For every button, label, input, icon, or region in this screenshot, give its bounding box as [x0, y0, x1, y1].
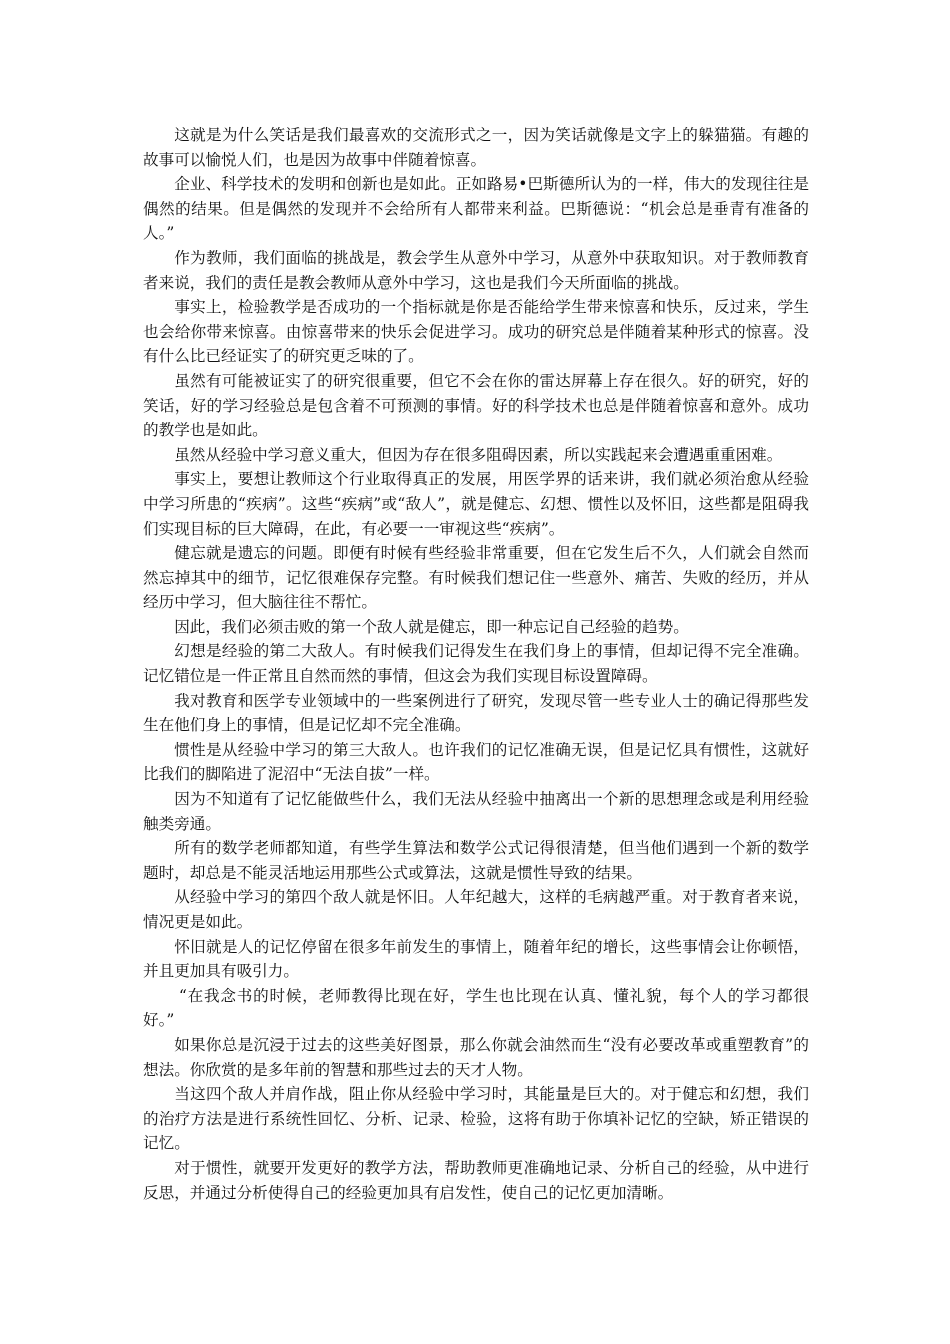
paragraph: 幻想是经验的第二大敌人。有时候我们记得发生在我们身上的事情，但却记得不完全准确。记忆错位是一件正常且自然而然的事情，但这会为我们实现目标设置障碍。 — [143, 642, 809, 686]
quoted-paragraph: “在我念书的时候，老师教得比现在好，学生也比现在认真、懂礼貌，每个人的学习都很好。” — [143, 986, 809, 1030]
paragraph: 因为不知道有了记忆能做些什么，我们无法从经验中抽离出一个新的思想理念或是利用经验触类旁通。 — [143, 790, 809, 833]
paragraph: 因此，我们必须击败的第一个敌人就是健忘，即一种忘记自己经验的趋势。 — [174, 617, 689, 636]
paragraph: 作为教师，我们面临的挑战是，教会学生从意外中学习，从意外中获取知识。对于教师教育者来说，我们的责任是教会教师从意外中学习，这也是我们今天所面临的挑战。 — [143, 248, 809, 292]
paragraph: 当这四个敌人并肩作战，阻止你从经验中学习时，其能量是巨大的。对于健忘和幻想，我们的治疗方法是进行系统性回忆、分析、记录、检验，这将有助于你填补记忆的空缺，矫正错误的记忆。 — [143, 1085, 809, 1153]
paragraph: 所有的数学老师都知道，有些学生算法和数学公式记得很清楚，但当他们遇到一个新的数学题时，却总是不能灵活地运用那些公式或算法，这就是惯性导致的结果。 — [143, 839, 809, 882]
document-page — [143, 123, 809, 1205]
paragraph: 健忘就是遗忘的问题。即便有时候有些经验非常重要，但在它发生后不久，人们就会自然而然忘掉其中的细节，记忆很难保存完整。有时候我们想记住一些意外、痛苦、失败的经历，并从经历中学习，但大脑往往不帮忙。 — [143, 544, 809, 612]
paragraph: 虽然从经验中学习意义重大，但因为存在很多阻碍因素，所以实践起来会遭遇重重困难。 — [174, 445, 783, 464]
paragraph: 事实上，检验教学是否成功的一个指标就是你是否能给学生带来惊喜和快乐，反过来，学生也会给你带来惊喜。由惊喜带来的快乐会促进学习。成功的研究总是伴随着某种形式的惊喜。没有什么比已经证实了的研究更乏味的了。 — [143, 298, 809, 366]
paragraph: 对于惯性，就要开发更好的教学方法，帮助教师更准确地记录、分析自己的经验，从中进行反思，并通过分析使得自己的经验更加具有启发性，使自己的记忆更加清晰。 — [143, 1158, 809, 1202]
paragraph: 这就是为什么笑话是我们最喜欢的交流形式之一，因为笑话就像是文字上的躲猫猫。有趣的故事可以愉悦人们，也是因为故事中伴随着惊喜。 — [143, 126, 809, 169]
paragraph: 惯性是从经验中学习的第三大敌人。也许我们的记忆准确无误，但是记忆具有惯性，这就好比我们的脚陷进了泥沼中“无法自拔”一样。 — [143, 740, 809, 784]
paragraph: 我对教育和医学专业领域中的一些案例进行了研究，发现尽管一些专业人士的确记得那些发生在他们身上的事情，但是记忆却不完全准确。 — [143, 691, 809, 735]
paragraph: 怀旧就是人的记忆停留在很多年前发生的事情上，随着年纪的增长，这些事情会让你顿悟，并且更加具有吸引力。 — [143, 937, 809, 981]
paragraph: 从经验中学习的第四个敌人就是怀旧。人年纪越大，这样的毛病越严重。对于教育者来说，情况更是如此。 — [143, 888, 809, 931]
paragraph: 企业、科学技术的发明和创新也是如此。正如路易•巴斯德所认为的一样，伟大的发现往往是偶然的结果。但是偶然的发现并不会给所有人都带来利益。巴斯德说：“机会总是垂青有准备的人。” — [143, 175, 809, 243]
paragraph: 事实上，要想让教师这个行业取得真正的发展，用医学界的话来讲，我们就必须治愈从经验中学习所患的“疾病”。这些“疾病”或“敌人”，就是健忘、幻想、惯性以及怀旧，这些都是阻碍我们实现目标的巨大障碍，在此，有必要一一审视这些“疾病”。 — [143, 470, 809, 538]
paragraph: 如果你总是沉浸于过去的这些美好图景，那么你就会油然而生“没有必要改革或重塑教育”的想法。你欣赏的是多年前的智慧和那些过去的天才人物。 — [143, 1035, 809, 1079]
paragraph: 虽然有可能被证实了的研究很重要，但它不会在你的雷达屏幕上存在很久。好的研究，好的笑话，好的学习经验总是包含着不可预测的事情。好的科学技术也总是伴随着惊喜和意外。成功的教学也是如此。 — [143, 371, 809, 440]
